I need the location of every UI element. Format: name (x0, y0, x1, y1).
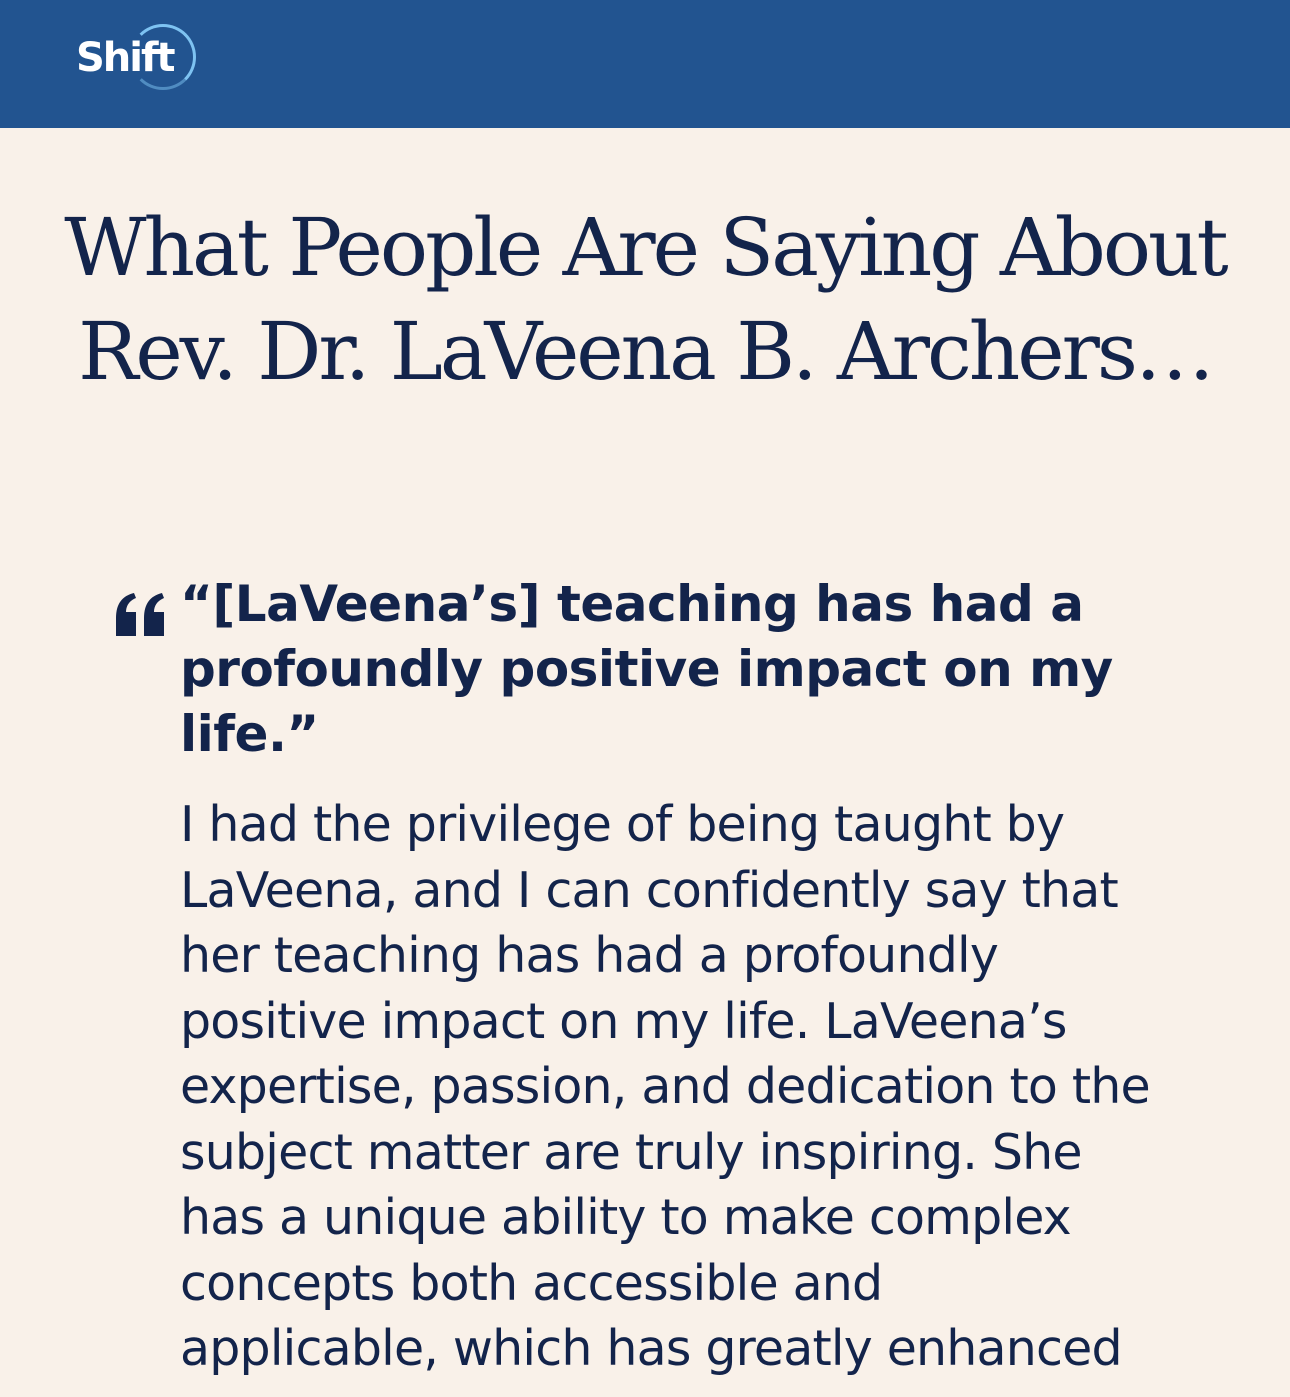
testimonial-quote (180, 572, 1240, 767)
quote-icon (114, 592, 166, 636)
body-line-8: concepts both accessible and (180, 1254, 883, 1312)
testimonial-body (180, 792, 1260, 1382)
body-line-9: applicable, which has greatly enhanced (180, 1320, 1122, 1377)
page-title-line-2: Rev. Dr. LaVeena B. Archers… (78, 305, 1212, 398)
body-line-4: positive impact on my life. LaVeena’s (180, 992, 1067, 1050)
logo-text: Shift (76, 35, 174, 81)
body-line-6: subject matter are truly inspiring. She (180, 1123, 1082, 1181)
body-line-2: LaVeena, and I can confidently say that (180, 861, 1118, 919)
page-title-line-1: What People Are Saying About (64, 201, 1226, 294)
body-line-5: expertise, passion, and dedication to the (180, 1058, 1150, 1115)
quote-line-2: profoundly positive impact on my (180, 640, 1113, 698)
body-line-1: I had the privilege of being taught by (180, 796, 1065, 853)
site-header (0, 0, 1290, 128)
page-title (40, 196, 1250, 404)
shift-logo[interactable] (74, 24, 184, 98)
quote-line-1: “[LaVeena’s] teaching has had a (180, 575, 1084, 633)
body-line-3: her teaching has had a profoundly (180, 927, 999, 984)
quote-line-3: life.” (180, 705, 319, 763)
body-line-7: has a unique ability to make complex (180, 1189, 1071, 1246)
